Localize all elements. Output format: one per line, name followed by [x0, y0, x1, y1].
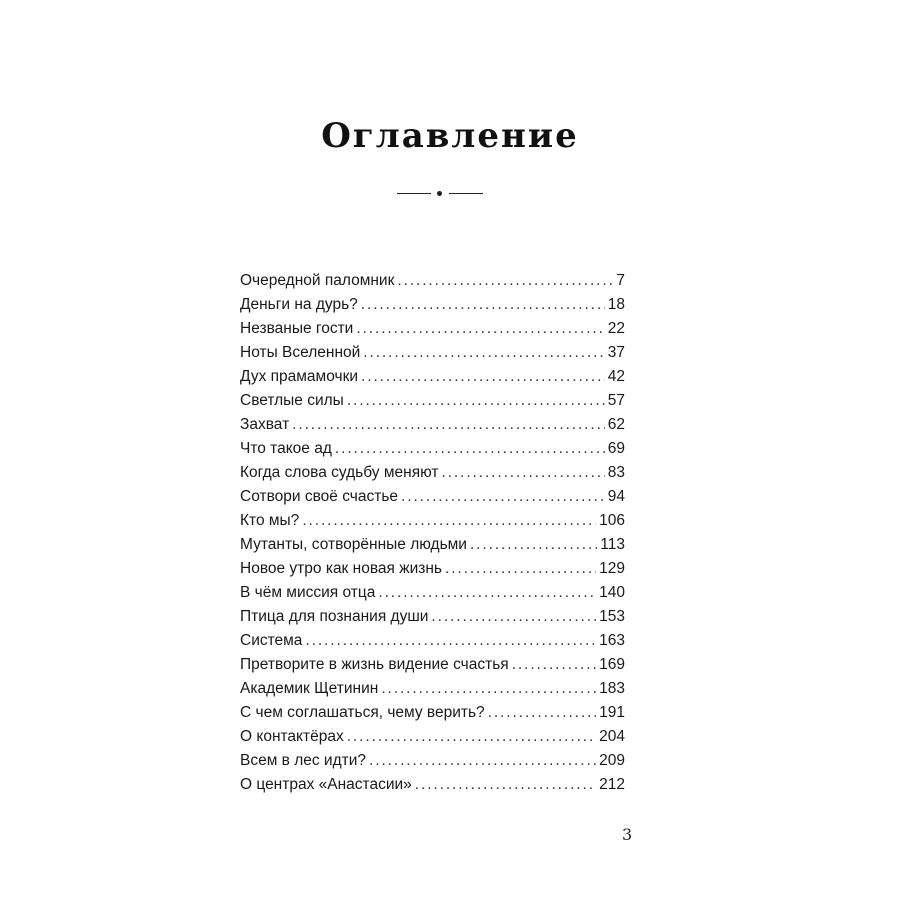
toc-entry[interactable]	[240, 509, 625, 533]
divider-line-left	[397, 193, 431, 194]
toc-entry-title: Очередной паломник	[240, 272, 395, 289]
toc-entry-page: 42	[607, 368, 625, 385]
toc-entry-page: 69	[607, 440, 625, 457]
toc-entry-title: Система	[240, 632, 303, 649]
toc-entry-title: Академик Щетинин	[240, 680, 379, 697]
toc-entry[interactable]	[240, 437, 625, 461]
toc-entry[interactable]	[240, 749, 625, 773]
toc-entry-page: 106	[599, 512, 625, 529]
toc-entry-title: В чём миссия отца	[240, 584, 376, 601]
toc-entry[interactable]	[240, 365, 625, 389]
toc-entry-page: 18	[607, 296, 625, 313]
toc-entry-title: Что такое ад	[240, 440, 332, 457]
toc-entry-title: Дух прамамочки	[240, 368, 359, 385]
toc-entry-title: Кто мы?	[240, 512, 300, 529]
toc-entry-title: Когда слова судьбу меняют	[240, 464, 439, 481]
toc-entry-page: 113	[600, 536, 625, 553]
toc-dot-leader	[356, 317, 604, 341]
page-title: Оглавление	[321, 115, 579, 156]
toc-entry[interactable]	[240, 341, 625, 365]
toc-dot-leader	[397, 269, 613, 293]
toc-dot-leader	[292, 413, 605, 437]
toc-entry[interactable]	[240, 605, 625, 629]
divider-ornament	[397, 186, 483, 202]
toc-entry-page: 140	[599, 584, 625, 601]
toc-dot-leader	[470, 533, 597, 557]
toc-entry-page: 191	[599, 704, 625, 721]
toc-entry[interactable]	[240, 629, 625, 653]
toc-dot-leader	[361, 293, 605, 317]
toc-entry[interactable]	[240, 701, 625, 725]
toc-entry-title: Всем в лес идти?	[240, 752, 367, 769]
toc-entry-title: Незваные гости	[240, 320, 354, 337]
toc-entry-title: Светлые силы	[240, 392, 344, 409]
toc-entry-title: Новое утро как новая жизнь	[240, 560, 442, 577]
toc-dot-leader	[441, 461, 604, 485]
toc-entry-title: Сотвори своё счастье	[240, 488, 399, 505]
toc-dot-leader	[378, 581, 596, 605]
toc-entry-page: 129	[599, 560, 625, 577]
toc-dot-leader	[401, 485, 605, 509]
toc-entry-title: С чем соглашаться, чему верить?	[240, 704, 485, 721]
toc-entry[interactable]	[240, 461, 625, 485]
toc-entry-page: 62	[607, 416, 625, 433]
page-number: 3	[622, 825, 633, 844]
toc-entry[interactable]	[240, 677, 625, 701]
toc-dot-leader	[445, 557, 596, 581]
toc-entry[interactable]	[240, 533, 625, 557]
toc-entry[interactable]	[240, 653, 625, 677]
toc-entry-title: Претворите в жизнь видение счастья	[240, 656, 509, 673]
toc-dot-leader	[335, 437, 605, 461]
toc-entry-page: 22	[607, 320, 625, 337]
toc-entry[interactable]	[240, 485, 625, 509]
toc-dot-leader	[305, 629, 596, 653]
table-of-contents	[240, 269, 625, 797]
toc-entry-page: 153	[599, 608, 625, 625]
toc-dot-leader	[488, 701, 596, 725]
toc-dot-leader	[369, 749, 596, 773]
toc-entry-page: 212	[599, 776, 625, 793]
toc-entry-title: Деньги на дурь?	[240, 296, 358, 313]
toc-dot-leader	[347, 389, 605, 413]
toc-entry-title: О центрах «Анастасии»	[240, 776, 412, 793]
toc-dot-leader	[347, 725, 596, 749]
toc-entry[interactable]	[240, 773, 625, 797]
toc-entry-title: Ноты Вселенной	[240, 344, 361, 361]
toc-entry[interactable]	[240, 725, 625, 749]
toc-entry-title: Птица для познания души	[240, 608, 429, 625]
toc-entry[interactable]	[240, 413, 625, 437]
divider-dot-icon	[437, 191, 442, 196]
toc-entry[interactable]	[240, 581, 625, 605]
toc-entry-page: 37	[607, 344, 625, 361]
toc-dot-leader	[363, 341, 604, 365]
toc-entry[interactable]	[240, 293, 625, 317]
toc-entry-page: 57	[607, 392, 625, 409]
toc-entry-page: 7	[616, 272, 625, 289]
toc-entry-title: Захват	[240, 416, 290, 433]
toc-entry-page: 209	[599, 752, 625, 769]
toc-entry-title: Мутанты, сотворённые людьми	[240, 536, 467, 553]
toc-dot-leader	[415, 773, 596, 797]
toc-dot-leader	[361, 365, 605, 389]
toc-dot-leader	[431, 605, 596, 629]
toc-entry-page: 183	[599, 680, 625, 697]
divider-line-right	[449, 193, 483, 194]
toc-entry[interactable]	[240, 317, 625, 341]
toc-dot-leader	[302, 509, 596, 533]
toc-entry-page: 204	[599, 728, 625, 745]
toc-dot-leader	[381, 677, 596, 701]
toc-entry-page: 169	[599, 656, 625, 673]
toc-entry-title: О контактёрах	[240, 728, 344, 745]
toc-entry[interactable]	[240, 269, 625, 293]
toc-entry-page: 94	[607, 488, 625, 505]
toc-entry[interactable]	[240, 389, 625, 413]
toc-entry[interactable]	[240, 557, 625, 581]
toc-entry-page: 83	[607, 464, 625, 481]
toc-dot-leader	[512, 653, 596, 677]
toc-entry-page: 163	[599, 632, 625, 649]
